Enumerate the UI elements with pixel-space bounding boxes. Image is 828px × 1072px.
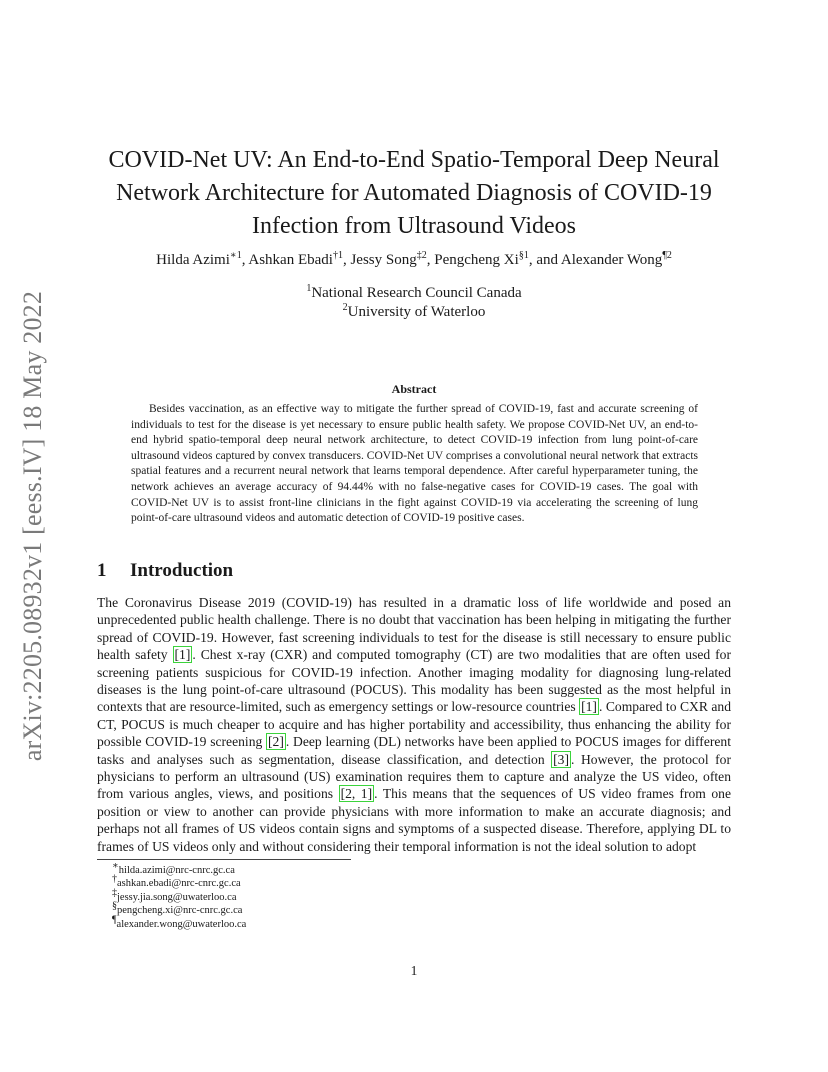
- introduction-paragraph: [97, 594, 731, 855]
- footnote-email: hilda.azimi@nrc-cnrc.gc.ca: [118, 865, 235, 876]
- footnote-mark: ∗: [112, 860, 119, 872]
- author-name: Hilda Azimi: [156, 252, 230, 268]
- author-separator: , and: [528, 252, 561, 268]
- citation-link[interactable]: [3]: [553, 751, 570, 767]
- author-mark: §1: [518, 250, 529, 261]
- title-line: COVID-Net UV: An End-to-End Spatio-Temporal Deep Neural: [108, 147, 720, 173]
- footnote-email: jessy.jia.song@uwaterloo.ca: [117, 891, 237, 903]
- affiliation-1: [98, 284, 730, 303]
- citation-link[interactable]: [1]: [174, 647, 191, 663]
- footnote: [112, 860, 246, 877]
- author-separator: ,: [342, 252, 351, 268]
- footnote-email: alexander.wong@uwaterloo.ca: [116, 918, 247, 930]
- affiliation-mark: 1: [306, 283, 312, 294]
- page-number: 1: [410, 963, 418, 978]
- footnote: [112, 914, 247, 931]
- affiliation-mark: 2: [342, 302, 348, 313]
- author-separator: ,: [426, 252, 435, 268]
- footnote-mark: §: [112, 900, 117, 912]
- body-text: . Deep learning (DL) networks have been applied to POCUS images for different tasks and analyses such as segmentation, disease classification, and detection: [97, 734, 731, 767]
- author-list: [98, 252, 730, 269]
- footnote: [112, 887, 246, 904]
- author-separator: ,: [241, 252, 249, 268]
- footnote: [112, 900, 246, 917]
- paper-title: [98, 144, 730, 243]
- body-text: . This means that the sequences of US video frames from one position or view to another can provide physicians with more information to make an accurate diagnosis; and perhaps not all frames of US videos contain signs and symptoms of a suspected disease. Therefore, applying DL to frames of US videos only and without considering their temporal information is not the ideal solution to adopt: [97, 786, 731, 854]
- title-line: Infection from Ultrasound Videos: [251, 213, 577, 239]
- affiliations: [98, 284, 730, 322]
- section-heading: [97, 560, 233, 582]
- footnote-mark: †: [112, 873, 117, 885]
- citation-link[interactable]: [2]: [268, 734, 284, 750]
- affiliation-name: National Research Council Canada: [311, 285, 522, 301]
- footnote: [112, 873, 246, 890]
- section-number: 1: [97, 560, 107, 581]
- author-mark: †1: [332, 250, 343, 261]
- footnote-mark: ‡: [112, 887, 117, 899]
- footnote-email: pengcheng.xi@nrc-cnrc.gc.ca: [117, 905, 243, 917]
- citation-link[interactable]: [2, 1]: [340, 786, 373, 802]
- abstract-text: Besides vaccination, as an effective way to mitigate the further spread of COVID-19, fast and accurate screening of individuals to test for the disease is yet necessary to ensure public health safety. We propose COVID-Net UV, an end-to-end hybrid spatio-temporal deep neural network architecture, to detect COVID-19 infection from lung point-of-care ultrasound videos captured by convex transducers. COVID-Net UV comprises a convolutional neural network that extracts spatial features and a recurrent neural network that learns temporal dependence. After careful hyperparameter tuning, the network achieves an average accuracy of 94.44% with no false-negative cases for COVID-19 cases. The goal with COVID-Net UV is to assist front-line clinicians in the fight against COVID-19 via accelerating the screening of lung point-of-care ultrasound videos and automatic detection of COVID-19 positive cases.: [131, 403, 698, 525]
- footnote-rule: [97, 859, 351, 860]
- arxiv-identifier-stamp: [15, 276, 51, 776]
- footnote-mark: ¶: [112, 914, 117, 926]
- citation-link[interactable]: [1]: [581, 699, 597, 715]
- author-mark: ∗1: [229, 250, 242, 261]
- body-text: . Compared to CXR and CT, POCUS is much cheaper to acquire and has higher portability and accessibility, thus enhancing the ability for possible COVID-19 screening: [97, 699, 731, 750]
- body-text: The Coronavirus Disease 2019 (COVID-19) has resulted in a dramatic loss of life worldwide and posed an unprecedented public health challenge. There is no doubt that vaccination has been helping in mitigating the further spread of COVID-19. However, fast screening individuals to test for the disease is still necessary to ensure public health safety: [97, 595, 731, 663]
- arxiv-stamp-text: arXiv:2205.08932v1 [eess.IV] 18 May 2022: [18, 290, 47, 762]
- title-line: Network Architecture for Automated Diagnosis of COVID-19: [116, 180, 712, 206]
- affiliation-name: University of Waterloo: [347, 304, 486, 320]
- author-mark: ‡2: [416, 250, 427, 261]
- abstract-heading: Abstract: [391, 382, 437, 396]
- author-name: Pengcheng Xi: [434, 252, 519, 268]
- author-name: Jessy Song: [350, 252, 417, 268]
- author-name: Ashkan Ebadi: [248, 252, 333, 268]
- affiliation-2: [98, 303, 730, 322]
- author-name: Alexander Wong: [560, 252, 663, 268]
- body-text: . Chest x-ray (CXR) and computed tomography (CT) are two modalities that are often used for screening patients suspicious for COVID-19 infection. Another imaging modality for diagnosing lung-related diseases is the lung point-of-care ultrasound (POCUS). This modality has been suggested as the most helpful in contexts that are resource-limited, such as emergency settings or low-resource countries: [97, 647, 731, 715]
- section-title: Introduction: [130, 560, 234, 581]
- body-text: . However, the protocol for physicians to perform an ultrasound (US) examination requires them to capture and analyze the US video, often from various angles, views, and positions: [97, 751, 731, 802]
- author-mark: ¶2: [662, 250, 672, 261]
- footnotes: [112, 860, 247, 931]
- footnote-email: ashkan.ebadi@nrc-cnrc.gc.ca: [117, 878, 241, 890]
